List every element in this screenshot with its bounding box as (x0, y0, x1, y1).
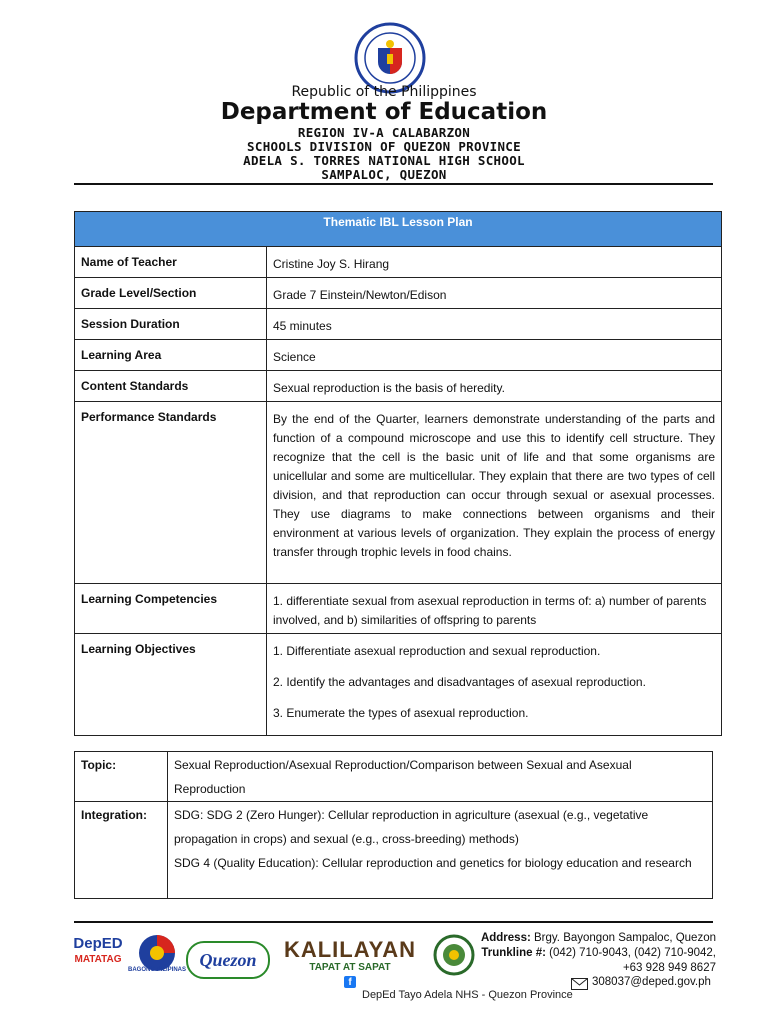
row-label: Content Standards (75, 371, 267, 402)
deped-matatag-logo (70, 935, 126, 965)
table-row (75, 247, 722, 278)
contact-block (481, 931, 716, 976)
table-row (75, 340, 722, 371)
lesson-plan-table (74, 211, 722, 736)
facebook-icon: f (344, 976, 356, 988)
matatag-logo-text: MATATAG (74, 954, 122, 965)
topic-table (74, 751, 713, 899)
footer-divider (74, 921, 713, 923)
integration-label: Integration: (75, 802, 168, 899)
row-label: Learning Objectives (75, 634, 267, 736)
row-value: Sexual reproduction is the basis of heredity. (267, 371, 722, 402)
region-line: REGION IV-A CALABARZON (297, 125, 471, 140)
mobile-number: +63 928 949 8627 (622, 962, 716, 974)
row-value: By the end of the Quarter, learners demonstrate understanding of the parts and function of a compound microscope and use this to identify cell structure. They recognize that the cell is the basic unit of life and that some organisms are unicellular and some are multicellular. They explain that there are two types of cell division, and that reproduction can occur through sexual or asexual processes. They use diagrams to make connections between organisms and their environment at various levels of organization. They explain the process of energy transfer through trophic levels in food chains. (267, 402, 722, 584)
row-label: Grade Level/Section (75, 278, 267, 309)
row-value: 45 minutes (267, 309, 722, 340)
trunkline-label: Trunkline #: (481, 947, 546, 959)
topic-value: Sexual Reproduction/Asexual Reproduction/Comparison between Sexual and Asexual Reproduction (168, 752, 713, 802)
row-label: Learning Area (75, 340, 267, 371)
objectives-list (267, 634, 722, 736)
objective-item: 1. Differentiate asexual reproduction and sexual reproduction. (273, 644, 601, 658)
kalilayan-logo-text: KALILAYAN (283, 937, 417, 962)
bagong-pilipinas-text: BAGONG PILIPINAS (128, 967, 187, 973)
table-row (75, 278, 722, 309)
table-row (75, 371, 722, 402)
integration-line: SDG: SDG 2 (Zero Hunger): Cellular reproduction in agriculture (asexual (e.g., vegetative propagation in crops) and sexual (e.g., cross-breeding) methods) (174, 808, 649, 846)
row-value: Grade 7 Einstein/Newton/Edison (267, 278, 722, 309)
deped-logo-text: DepED (73, 935, 123, 952)
lesson-plan-title: Thematic IBL Lesson Plan (75, 212, 722, 247)
email-icon (571, 978, 588, 990)
tapat-logo-text: TAPAT AT SAPAT (309, 962, 391, 973)
table-row (75, 802, 713, 899)
table-row (75, 752, 713, 802)
division-line: SCHOOLS DIVISION OF QUEZON PROVINCE (247, 139, 521, 154)
school-line: ADELA S. TORRES NATIONAL HIGH SCHOOL (243, 153, 525, 168)
facebook-page-link[interactable]: DepEd Tayo Adela NHS - Quezon Province (362, 989, 573, 1001)
republic-line: Republic of the Philippines (291, 84, 477, 100)
topic-label: Topic: (75, 752, 168, 802)
trunkline-value: (042) 710-9043, (042) 710-9042, (549, 947, 716, 959)
integration-value (168, 802, 713, 899)
row-label: Performance Standards (75, 402, 267, 584)
address-value: Brgy. Bayongon Sampaloc, Quezon (534, 932, 716, 944)
row-label: Learning Competencies (75, 584, 267, 634)
row-label: Session Duration (75, 309, 267, 340)
integration-line: SDG 4 (Quality Education): Cellular reproduction and genetics for biology education and research (174, 856, 692, 870)
table-row (75, 402, 722, 584)
quezon-logo: Quezon (186, 941, 270, 979)
table-row (75, 634, 722, 736)
objective-item: 3. Enumerate the types of asexual reproduction. (273, 706, 529, 720)
school-seal-icon (432, 934, 476, 976)
row-value: Cristine Joy S. Hirang (267, 247, 722, 278)
table-row (75, 584, 722, 634)
table-row (75, 309, 722, 340)
header-divider (74, 183, 713, 185)
row-value: 1. differentiate sexual from asexual reproduction in terms of: a) number of parents involved, and b) similarities of offspring to parents (267, 584, 722, 634)
address-label: Address: (480, 932, 531, 944)
row-label: Name of Teacher (75, 247, 267, 278)
row-value: Science (267, 340, 722, 371)
objective-item: 2. Identify the advantages and disadvantages of asexual reproduction. (273, 675, 646, 689)
email-address[interactable]: 308037@deped.gov.ph (592, 976, 711, 988)
location-line: SAMPALOC, QUEZON (321, 167, 447, 182)
kalilayan-logo (272, 938, 428, 973)
department-title: Department of Education (220, 99, 548, 125)
